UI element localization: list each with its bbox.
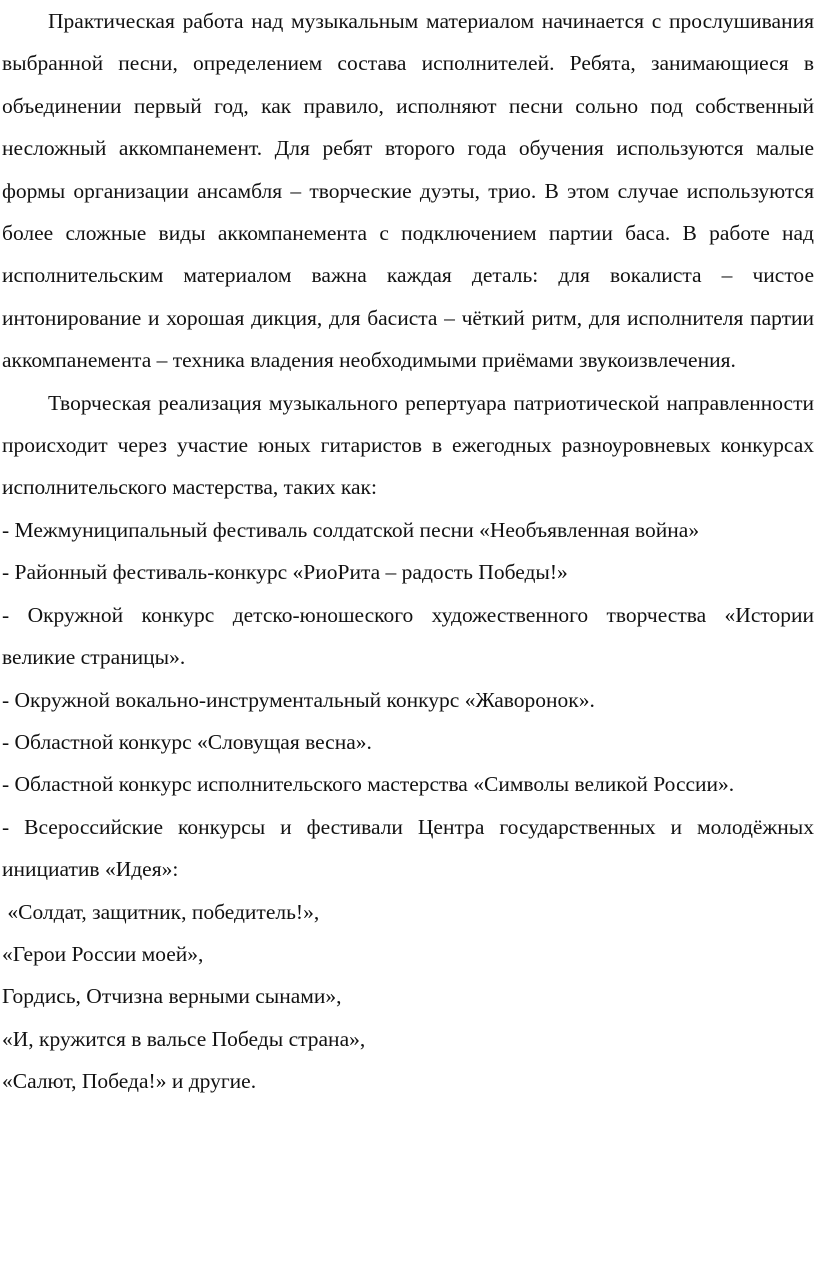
paragraph-practical-work: Практическая работа над музыкальным материалом начинается с прослушивания выбранной песни, определением состава исполнителей. Ребята, занимающиеся в объединении первый год, как правило, исполняют песни сольно под собственный несложный аккомпанемент. Для ребят второго года обучения используются малые формы организации ансамбля – творческие дуэты, трио. В этом случае используются более сложные виды аккомпанемента с подключением партии баса. В работе над исполнительским материалом важна каждая деталь: для вокалиста – чистое интонирование и хорошая дикция, для басиста – чёткий ритм, для исполнителя партии аккомпанемента – техника владения необходимыми приёмами звукоизвлечения. xyxy=(2,9,814,373)
list-item: - Окружной конкурс детско-юношеского художественного творчества «Истории великие страницы». xyxy=(2,602,814,670)
competition-list xyxy=(2,509,814,891)
song-title: «Салют, Победа!» и другие. xyxy=(2,1069,257,1094)
song-title: «И, кружится в вальсе Победы страна», xyxy=(2,1026,366,1051)
paragraph-creative-realization: Творческая реализация музыкального репертуара патриотической направленности происходит через участие юных гитаристов в ежегодных разноуровневых конкурсах исполнительского мастерства, таких как: xyxy=(2,390,814,500)
song-title: «Герои России моей», xyxy=(2,941,204,966)
list-item: - Областной конкурс исполнительского мастерства «Символы великой России». xyxy=(2,772,735,797)
list-item: - Всероссийские конкурсы и фестивали Центра государственных и молодёжных инициатив «Идея»: xyxy=(2,814,814,882)
list-item: - Межмуниципальный фестиваль солдатской песни «Необъявленная война» xyxy=(2,517,700,542)
list-item: - Районный фестиваль-конкурс «РиоРита – радость Победы!» xyxy=(2,560,568,585)
list-item: - Областной конкурс «Словущая весна». xyxy=(2,729,372,754)
song-title: Гордись, Отчизна верными сынами», xyxy=(2,984,342,1009)
song-title-list xyxy=(2,891,814,1103)
list-item: - Окружной вокально-инструментальный конкурс «Жаворонок». xyxy=(2,687,595,712)
song-title: «Солдат, защитник, победитель!», xyxy=(2,899,320,924)
